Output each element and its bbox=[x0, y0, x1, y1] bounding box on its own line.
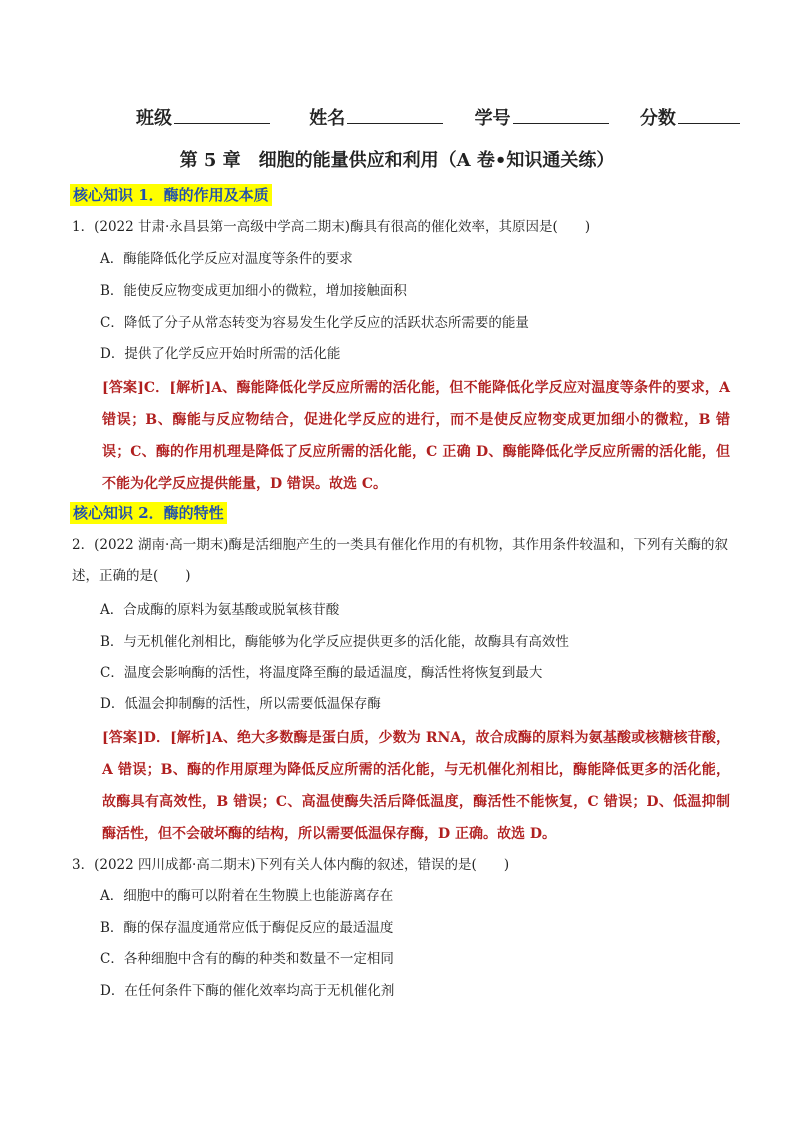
section-heading-2: 核心知识 2．酶的特性 bbox=[70, 502, 227, 524]
section-heading-1: 核心知识 1．酶的作用及本质 bbox=[70, 184, 272, 206]
question-3-option-b[interactable]: B．酶的保存温度通常应低于酶促反应的最适温度 bbox=[100, 920, 394, 936]
chapter-title: 第 5 章 细胞的能量供应和利用（A 卷•知识通关练） bbox=[179, 150, 615, 171]
student-id-blank[interactable] bbox=[513, 109, 609, 124]
class-label: 班级 bbox=[136, 108, 172, 129]
question-3-option-d[interactable]: D．在任何条件下酶的催化效率均高于无机催化剂 bbox=[100, 983, 395, 999]
question-3-option-c[interactable]: C．各种细胞中含有的酶的种类和数量不一定相同 bbox=[100, 951, 394, 967]
question-2-option-a[interactable]: A．合成酶的原料为氨基酸或脱氧核苷酸 bbox=[100, 602, 340, 618]
name-label: 姓名 bbox=[309, 108, 346, 129]
question-1-answer: [答案]C．[解析]A、酶能降低化学反应所需的活化能，但不能降低化学反应对温度等条件的要求，A 错误；B、酶能与反应物结合，促进化学反应的进行，而不是使反应物变成更加细小的微粒，B 错误；C、酶的作用机理是降低了反应所需的活化能，C 正确 D、酶能降低化学反应所需的活化能，但不能为化学反应提供能量，D 错误。故选 C。 bbox=[102, 380, 730, 492]
student-id-label: 学号 bbox=[474, 108, 511, 129]
question-1-option-d[interactable]: D．提供了化学反应开始时所需的活化能 bbox=[100, 346, 341, 362]
class-field[interactable] bbox=[136, 104, 270, 130]
student-info-fields bbox=[136, 104, 736, 130]
question-3-stem: 3．(2022 四川成都·高二期末)下列有关人体内酶的叙述，错误的是( ) bbox=[72, 857, 510, 873]
score-label: 分数 bbox=[639, 108, 676, 129]
question-1-option-c[interactable]: C．降低了分子从常态转变为容易发生化学反应的活跃状态所需要的能量 bbox=[100, 315, 529, 331]
score-blank[interactable] bbox=[678, 109, 740, 124]
question-1-option-a[interactable]: A．酶能降低化学反应对温度等条件的要求 bbox=[100, 251, 353, 267]
question-1-stem: 1．(2022 甘肃·永昌县第一高级中学高二期末)酶具有很高的催化效率，其原因是( ) bbox=[72, 219, 591, 235]
question-2-answer: [答案]D．[解析]A、绝大多数酶是蛋白质，少数为 RNA，故合成酶的原料为氨基酸或核糖核苷酸，A 错误；B、酶的作用原理为降低反应所需的活化能，与无机催化剂相比，酶能降低更多的活化能，故酶具有高效性，B 错误；C、高温使酶失活后降低温度，酶活性不能恢复，C 错误；D、低温抑制酶活性，但不会破坏酶的结构，所以需要低温保存酶，D 正确。故选 D。 bbox=[102, 730, 730, 842]
name-blank[interactable] bbox=[347, 109, 443, 124]
student-id-field[interactable] bbox=[475, 104, 609, 130]
class-blank[interactable] bbox=[174, 109, 270, 124]
question-2-option-c[interactable]: C．温度会影响酶的活性，将温度降至酶的最适温度，酶活性将恢复到最大 bbox=[100, 665, 543, 681]
name-field[interactable] bbox=[309, 104, 443, 130]
question-2-stem: 2．(2022 湖南·高一期末)酶是活细胞产生的一类具有催化作用的有机物，其作用条件较温和，下列有关酶的叙述，正确的是( ) bbox=[72, 537, 729, 584]
score-field[interactable] bbox=[640, 104, 740, 130]
question-2-option-b[interactable]: B．与无机催化剂相比，酶能够为化学反应提供更多的活化能，故酶具有高效性 bbox=[100, 634, 569, 650]
question-2-option-d[interactable]: D．低温会抑制酶的活性，所以需要低温保存酶 bbox=[100, 696, 381, 712]
question-1-option-b[interactable]: B．能使反应物变成更加细小的微粒，增加接触面积 bbox=[100, 283, 407, 299]
question-3-option-a[interactable]: A．细胞中的酶可以附着在生物膜上也能游离存在 bbox=[100, 888, 394, 904]
